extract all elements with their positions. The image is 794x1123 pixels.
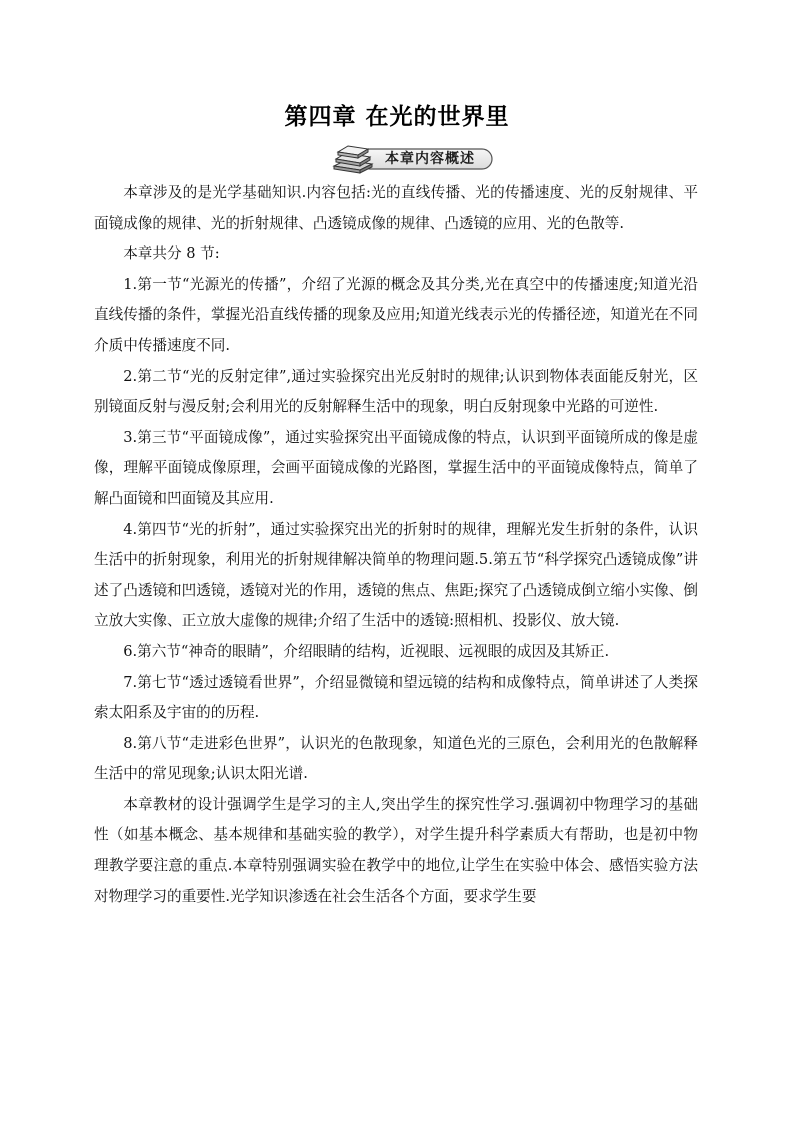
paragraph-section-8: 8.第八节“走进彩色世界”，认识光的色散现象，知道色光的三原色，会利用光的色散解释生活中的常见现象;认识太阳光谱. xyxy=(94,734,698,783)
paragraph-section-count: 本章共分 8 节: xyxy=(123,245,220,263)
paragraph-section-7: 7.第七节“透过透镜看世界”，介绍显微镜和望远镜的结构和成像特点，简单讲述了人类探索太阳系及宇宙的的历程. xyxy=(94,673,698,722)
paragraph-section-2: 2.第二节“光的反射定律”,通过实验探究出光反射时的规律;认识到物体表面能反射光，区别镜面反射与漫反射;会利用光的反射解释生活中的现象，明白反射现象中光路的可逆性. xyxy=(94,367,698,416)
body-text xyxy=(94,178,698,912)
paragraph-section-6: 6.第六节“神奇的眼睛”，介绍眼睛的结构，近视眼、远视眼的成因及其矫正. xyxy=(123,642,610,660)
section-banner xyxy=(330,144,496,174)
paragraph-section-3: 3.第三节“平面镜成像”，通过实验探究出平面镜成像的特点，认识到平面镜所成的像是虚像，理解平面镜成像原理，会画平面镜成像的光路图，掌握生活中的平面镜成像特点，简单了解凸面镜和凹面镜及其应用. xyxy=(94,428,698,507)
banner-label: 本章内容概述 xyxy=(385,151,475,167)
paragraph-design-notes: 本章教材的设计强调学生是学习的主人,突出学生的探究性学习.强调初中物理学习的基础性（如基本概念、基本规律和基础实验的教学），对学生提升科学素质大有帮助，也是初中物理教学要注意的重点.本章特别强调实验在教学中的地位,让学生在实验中体会、感悟实验方法对物理学习的重要性.光学知识渗透在社会生活各个方面，要求学生要 xyxy=(94,795,698,905)
paragraph-section-1: 1.第一节“光源光的传播”，介绍了光源的概念及其分类,光在真空中的传播速度;知道光沿直线传播的条件，掌握光沿直线传播的现象及应用;知道光线表示光的传播径迹，知道光在不同介质中传播速度不同. xyxy=(94,275,698,354)
chapter-title: 第四章 在光的世界里 xyxy=(284,104,510,130)
paragraph-section-4-5: 4.第四节“光的折射”，通过实验探究出光的折射时的规律，理解光发生折射的条件，认识生活中的折射现象，利用光的折射规律解决简单的物理问题.5.第五节“科学探究凸透镜成像”讲述了凸透镜和凹透镜，透镜对光的作用，透镜的焦点、焦距;探究了凸透镜成倒立缩小实像、倒立放大实像、正立放大虚像的规律;介绍了生活中的透镜:照相机、投影仪、放大镜. xyxy=(94,520,698,630)
paragraph-intro: 本章涉及的是光学基础知识.内容包括:光的直线传播、光的传播速度、光的反射规律、平面镜成像的规律、光的折射规律、凸透镜成像的规律、凸透镜的应用、光的色散等. xyxy=(94,184,698,232)
